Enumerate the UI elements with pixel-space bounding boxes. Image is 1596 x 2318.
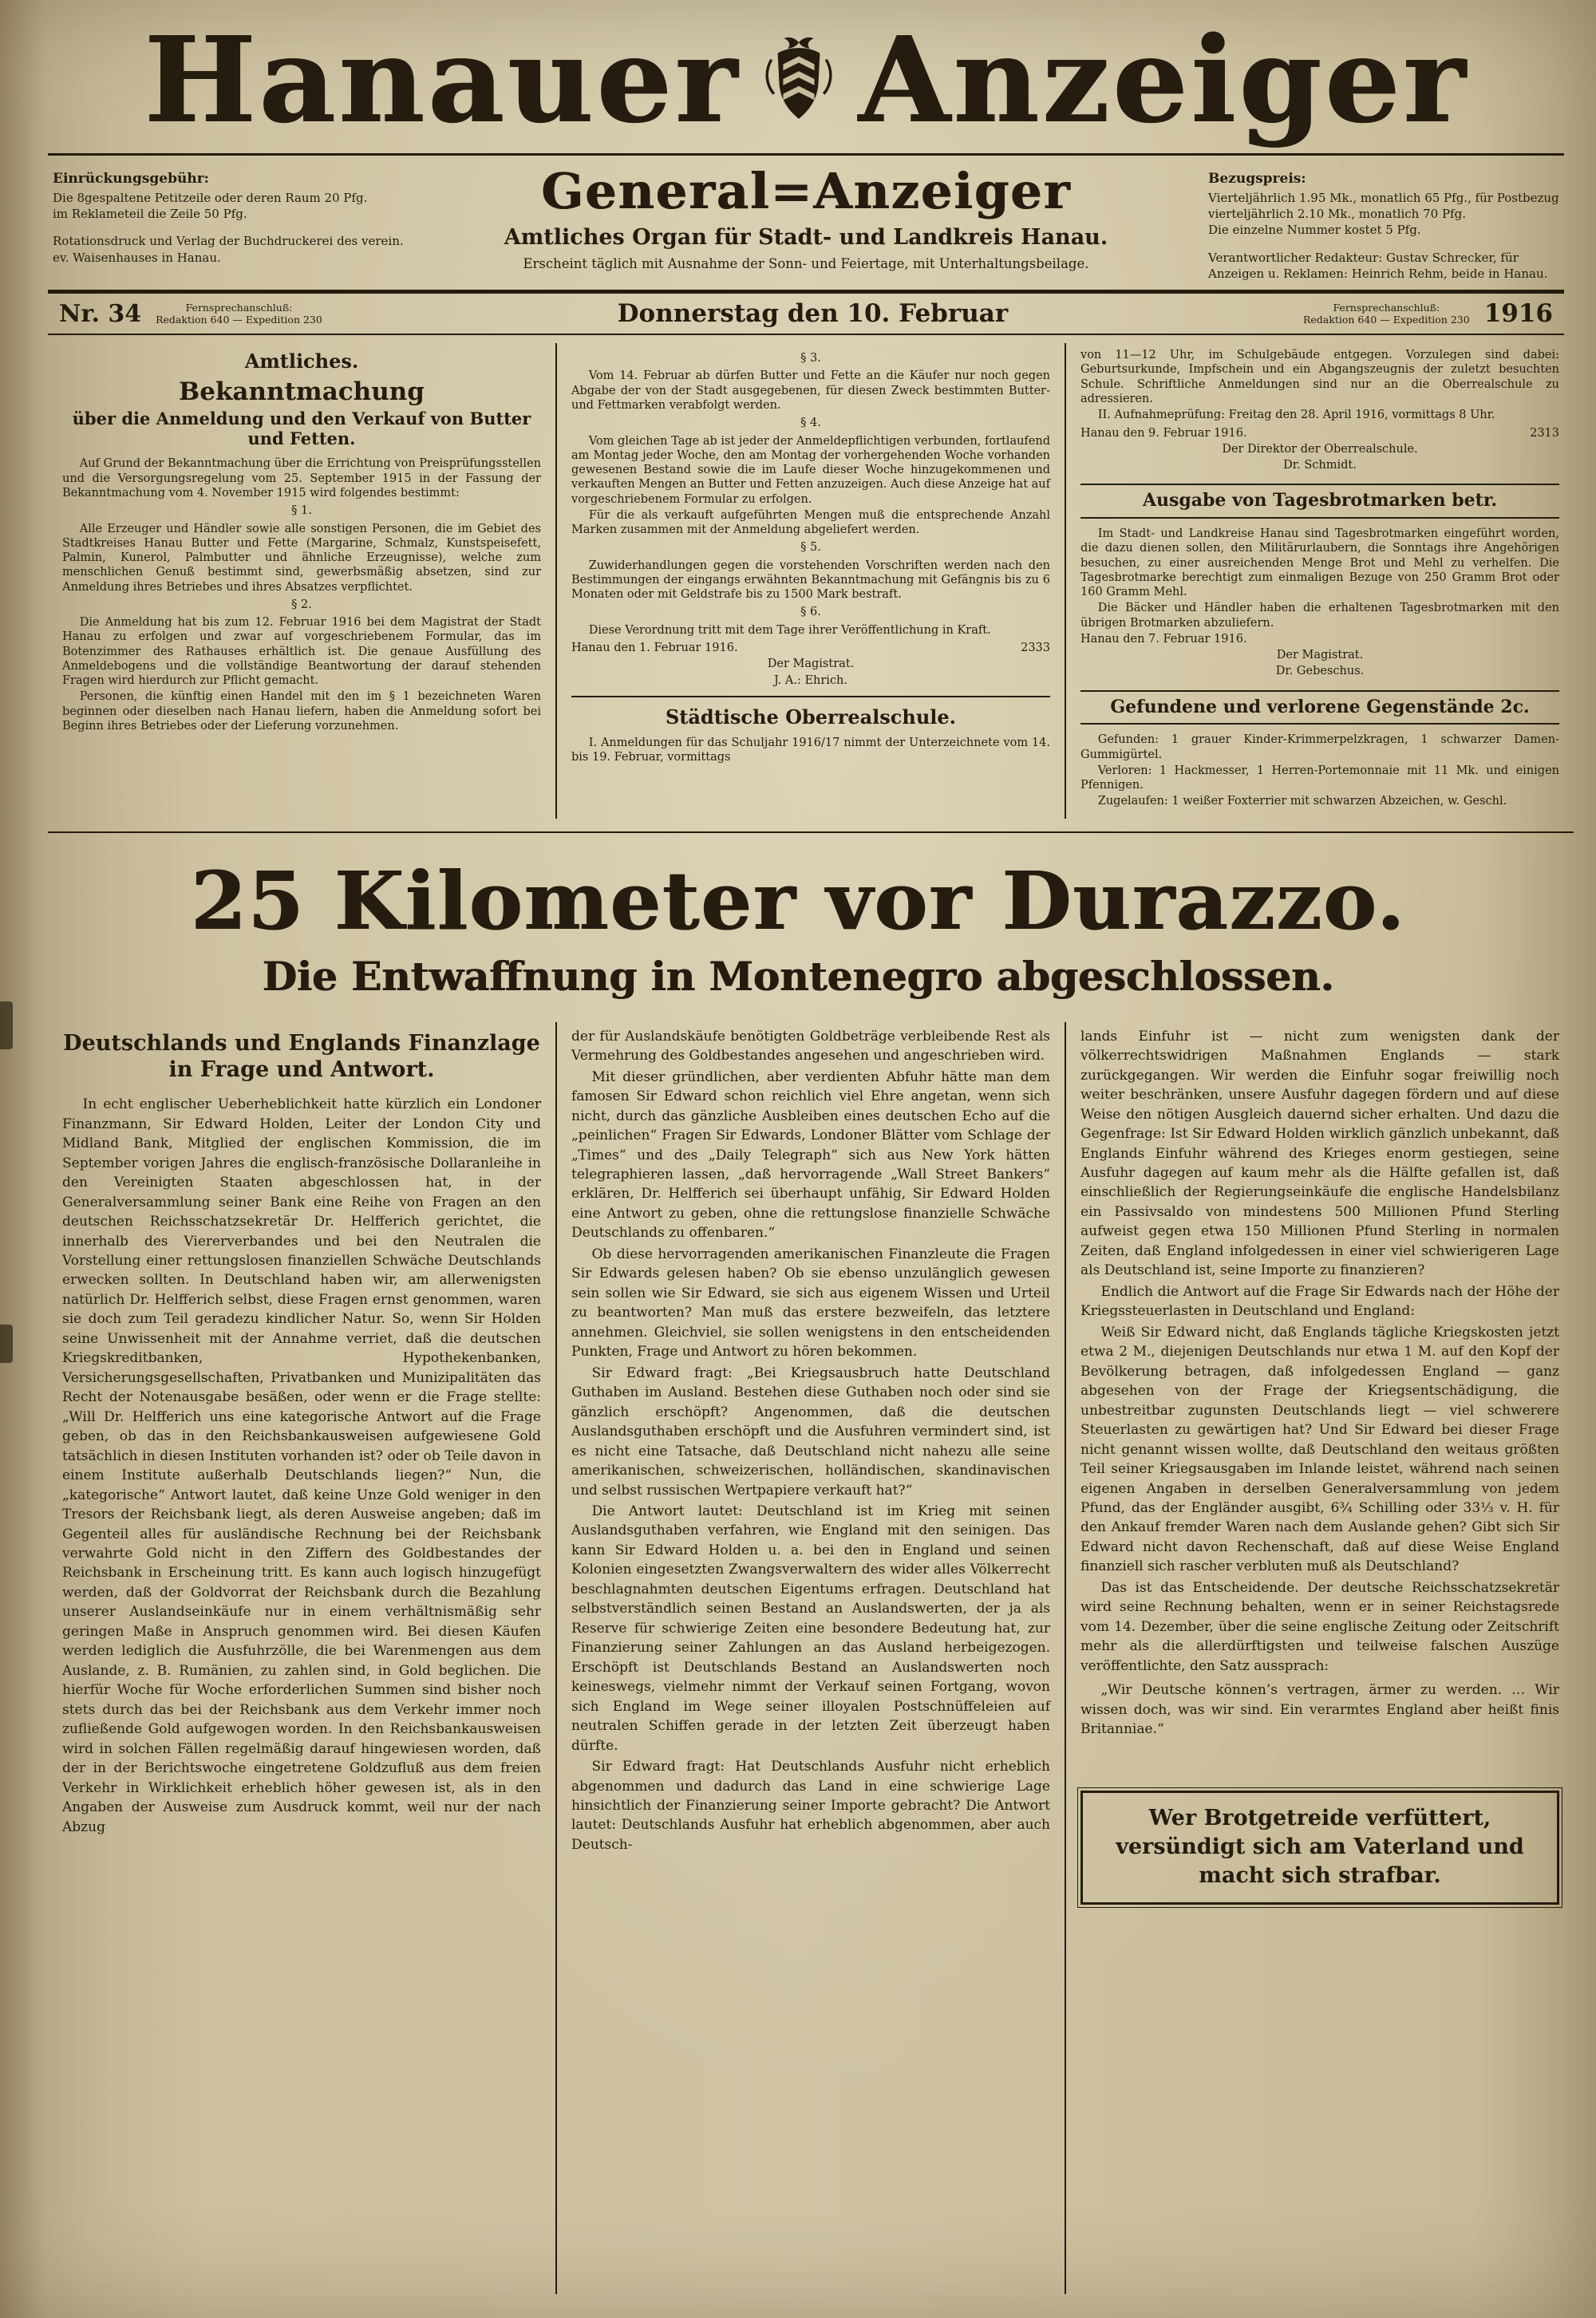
- notices-column-1: [48, 343, 555, 819]
- article-column-1: [48, 1022, 555, 2294]
- notice-subtitle: über die Anmeldung und den Verkauf von Butter und Fetten.: [72, 409, 531, 449]
- paragraph: Das ist das Entscheidende. Der deutsche Reichsschatzsekretär wird seine Rechnung behalten, wenn er in seiner Reichstagsrede vom 14. Dezember, über die seine englische Zeitung oder Zeitschrift mehr als die allerdürftigsten und teilweise falschen Auszüge veröffentlichte, den Satz aussprach:: [1080, 1579, 1559, 1674]
- publication-note: Erscheint täglich mit Ausnahme der Sonn- und Feiertage, mit Unterhaltungsbeilage.: [523, 256, 1089, 272]
- date-and-number-line: [1080, 426, 1559, 440]
- paragraph: Verloren: 1 Hackmesser, 1 Herren-Portemonnaie mit 11 Mk. und einigen Pfennigen.: [1080, 764, 1559, 792]
- paragraph: II. Aufnahmeprüfung: Freitag den 28. April 1916, vormittags 8 Uhr.: [1097, 409, 1495, 422]
- phone-value: Redaktion 640 — Expedition 230: [156, 314, 322, 326]
- subscription-box: [1208, 165, 1559, 282]
- section-header: Amtliches.: [244, 349, 359, 373]
- article-column-2: [555, 1022, 1065, 2294]
- paragraph: der für Auslandskäufe benötigten Goldbeträge verbleibende Rest als Vermehrung des Goldbestandes angesehen und angeschrieben wird.: [571, 1028, 1050, 1064]
- price-line: Vierteljährlich 1.95 Mk., monatlich 65 Pfg., für Postbezug vierteljährlich 2.10 Mk., monatlich 70 Pfg.: [1208, 190, 1559, 222]
- masthead-title-left: Hanauer: [144, 10, 741, 149]
- price-line: Die einzelne Nummer kostet 5 Pfg.: [1208, 223, 1421, 238]
- notices-column-2: [555, 343, 1065, 819]
- fees-line: im Reklameteil die Zeile 50 Pfg.: [53, 207, 247, 222]
- paragraph: Ob diese hervorragenden amerikanischen Finanzleute die Fragen Sir Edwards gelesen haben? Ob sie ebenso unzulänglich gewesen sein sollen wie Sir Edward, sie sich aus eigenem Wissen und Urteil zu beantworten? Man muß das erstere bezweifeln, das letztere annehmen. Gleichviel, sie sollen wenigstens in den entscheidenden Punkten, Frage und Antwort zu hören bekommen.: [571, 1246, 1050, 1360]
- masthead-info-band: [48, 156, 1564, 290]
- signature: Der Magistrat.: [767, 657, 855, 671]
- notice-title: Ausgabe von Tagesbrotmarken betr.: [1080, 484, 1559, 519]
- article-title: Deutschlands und Englands Finanzlage in Frage und Antwort.: [63, 1030, 540, 1083]
- paragraph: § 3.: [800, 352, 821, 365]
- paragraph: § 6.: [800, 606, 821, 619]
- subtitle-block: [423, 162, 1189, 282]
- paragraph: Sir Edward fragt: Hat Deutschlands Ausfuhr nicht erheblich abgenommen und dadurch das Land in eine schwierige Lage hinsichtlich der Finanzierung seiner Importe gebracht? Die Antwort lautet: Deutschlands Ausfuhr hat erheblich abgenommen, aber auch Deutsch-: [571, 1759, 1050, 1853]
- notice-title: Städtische Oberrealschule.: [665, 705, 957, 729]
- paragraph: § 5.: [800, 541, 821, 555]
- paragraph: Für die als verkauft aufgeführten Mengen muß die entsprechende Anzahl Marken zusammen mit der Anmeldung abgeliefert werden.: [571, 508, 1050, 537]
- phone-label: Fernsprechanschluß:: [1333, 301, 1440, 314]
- paragraph: § 2.: [291, 598, 312, 611]
- binding-mark: [0, 1001, 13, 1049]
- signature: Dr. Schmidt.: [1283, 459, 1357, 472]
- paragraph: § 4.: [800, 417, 821, 430]
- masthead: [0, 0, 1596, 335]
- issue-number: Nr. 34: [59, 299, 142, 328]
- divider-rule: [571, 696, 1050, 697]
- paragraph: Gefunden: 1 grauer Kinder-Krimmerpelzkragen, 1 schwarzer Damen-Gummigürtel.: [1080, 733, 1559, 761]
- paragraph: I. Anmeldungen für das Schuljahr 1916/17 nimmt der Unterzeichnete vom 14. bis 19. Februar, vormittags: [571, 736, 1050, 764]
- paragraph: Auf Grund der Bekanntmachung über die Errichtung von Preisprüfungsstellen und die Versorgungsregelung vom 25. September 1915 in der Fassung der Bekanntmachung vom 4. November 1915 wird folgendes bestimmt:: [62, 457, 541, 500]
- price-title: Bezugspreis:: [1208, 171, 1306, 187]
- paragraph: Mit dieser gründlichen, aber verdienten Abfuhr hätte man dem famosen Sir Edward schon reichlich viel Ehre angetan, wenn sich nicht, durch das gänzliche Ausbleiben eines deutschen Echo auf die „peinlichen“ Fragen Sir Edwards, Londoner Blätter vom Schlage der „Times“ und des „Daily Telegraph“ sich aus New York hätten telegraphieren lassen, „daß hervorragende „Wall Street Bankers“ erklären, Dr. Helfferich sei überhaupt unfähig, Sir Edward Holden eine Antwort zu geben, ohne die rettungslose finanzielle Schwäche Deutschlands zu offenbaren.“: [571, 1068, 1050, 1242]
- place-date: Hanau den 1. Februar 1916.: [571, 641, 738, 654]
- issue-year: 1916: [1483, 299, 1553, 329]
- paragraph: Hanau den 7. Februar 1916.: [1080, 632, 1247, 646]
- paragraph: Vom gleichen Tage ab ist jeder der Anmeldepflichtigen verbunden, fortlaufend am Montag jeder Woche, den am Montag der vorhergehenden Woche vorhanden gewesenen Bestand sowie die im Laufe dieser Woche hinzugekommenen und verkauften Mengen an Butter und Fetten anzuzeigen. Auch diese Anzeige hat auf vorgeschriebenem Formular zu erfolgen.: [571, 434, 1050, 506]
- signature: J. A.: Ehrich.: [773, 673, 848, 687]
- binding-mark: [0, 1325, 13, 1363]
- phone-info-right: [1303, 302, 1470, 326]
- paragraph: Zuwiderhandlungen gegen die vorstehenden Vorschriften werden nach den Bestimmungen der eingangs erwähnten Bekanntmachung mit Gefängnis bis zu 6 Monaten oder mit Geldstrafe bis zu 1500 Mark bestraft.: [571, 559, 1050, 602]
- paragraph: „Wir Deutsche können’s vertragen, ärmer zu werden. … Wir wissen doch, was wir sind. Ein verarmtes England aber heißt finis Britanniae.“: [1080, 1682, 1559, 1738]
- phone-value: Redaktion 640 — Expedition 230: [1303, 314, 1470, 326]
- headline-block: [0, 833, 1596, 1011]
- publisher-line: Rotationsdruck und Verlag der Buchdruckerei des verein. ev. Waisenhauses in Hanau.: [53, 234, 404, 265]
- paragraph: Vom 14. Februar ab dürfen Butter und Fette an die Käufer nur noch gegen Abgabe der von der Stadt ausgegebenen, für diesen Zweck bestimmten Butter- und Fettmarken verabfolgt werden.: [571, 369, 1050, 412]
- dateline: [48, 294, 1564, 334]
- paragraph: Endlich die Antwort auf die Frage Sir Edwards nach der Höhe der Kriegssteuerlasten in Deutschland und England:: [1080, 1283, 1559, 1320]
- main-headline: 25 Kilometer vor Durazzo.: [190, 853, 1406, 948]
- fees-title: Einrückungsgebühr:: [53, 171, 209, 187]
- paragraph: Die Antwort lautet: Deutschland ist im Krieg mit seinen Auslandsguthaben verfahren, wie England mit den seinigen. Das kann Sir Edward Holden u. a. bei den in England und seinen Kolonien eingesetzten Zwangsverwaltern des wider alles Völkerrecht beschlagnahmten deutschen Eigentums erfragen. Deutschland hat selbstverständlich seinen Bestand an Auslandswerten, der ja als Reserve für schwierige Zeiten eine besondere Bedeutung hat, zur Finanzierung seiner Zahlungen an das Ausland herbeigezogen. Erschöpft ist Deutschlands Bestand an Auslandswerten noch keineswegs, vielmehr nimmt der Verkauf seinen Fortgang, wovon sich England im Wege seiner illoyalen Postschnüffeleien auf neutralen Schiffen gerade in der letzten Zeit überzeugt haben dürfte.: [571, 1503, 1050, 1754]
- paragraph: lands Einfuhr ist — nicht zum wenigsten dank der völkerrechtswidrigen Maßnahmen Englands — stark zurückgegangen. Wir werden die Einfuhr sogar freiwillig noch weiter beschränken, unsere Ausfuhr dagegen fördern und auf diese Weise den nötigen Ausgleich dauernd sicher erhalten. Und dazu die Gegenfrage: Ist Sir Edward Holden wirklich gänzlich unbekannt, daß Englands Einfuhr während des Krieges enorm gestiegen, seine Ausfuhr dagegen auf kaum mehr als die Hälfte gefallen ist, daß einschließlich der Regierungseinkäufe die englische Handelsbilanz ein Passivsaldo von mindestens 500 Millionen Pfund Sterling aufweist gegen etwa 150 Millionen Pfund Sterling in normalen Zeiten, daß England infolgedessen in einer viel schwierigeren Lage als Deutschland ist, seine Importe zu finanzieren?: [1080, 1028, 1559, 1279]
- fees-line: Die 8gespaltene Petitzeile oder deren Raum 20 Pfg.: [53, 190, 368, 205]
- notice-id-number: 2333: [1021, 641, 1050, 654]
- insertion-fees-box: [53, 165, 404, 282]
- paragraph: Zugelaufen: 1 weißer Foxterrier mit schwarzen Abzeichen, w. Geschl.: [1097, 795, 1507, 808]
- paragraph: Die Anmeldung hat bis zum 12. Februar 1916 bei dem Magistrat der Stadt Hanau zu erfolgen und zwar auf vorgeschriebenem Formular, das im Botenzimmer des Rathauses erhältlich ist. Die genaue Ausfüllung des Anmeldebogens und die vollständige Beantwortung der darauf stehenden Fragen wird hierdurch zur Pflicht gemacht.: [62, 616, 541, 688]
- paragraph: von 11—12 Uhr, im Schulgebäude entgegen. Vorzulegen sind dabei: Geburtsurkunde, Impfschein und ein Abgangszeugnis der zuletzt besuchten Schule. Schriftliche Anmeldungen sind nur an die Oberrealschule zu adressieren.: [1080, 349, 1559, 405]
- paragraph: Personen, die künftig einen Handel mit den im § 1 bezeichneten Waren beginnen oder dieselben nach Hanau liefern, haben die Anmeldung sofort bei Beginn ihres Betriebes oder der Lieferung vorzunehmen.: [62, 690, 541, 733]
- phone-info-left: [156, 302, 322, 326]
- signature: Dr. Gebeschus.: [1275, 665, 1365, 678]
- editor-line: Verantwortlicher Redakteur: Gustav Schrecker, für Anzeigen u. Reklamen: Heinrich Rehm, beide in Hanau.: [1208, 250, 1548, 281]
- notice-id-number: 2313: [1530, 426, 1559, 440]
- subtitle: General=Anzeiger: [540, 162, 1072, 220]
- date-and-number-line: [571, 641, 1050, 655]
- paragraph: Im Stadt- und Landkreise Hanau sind Tagesbrotmarken eingeführt worden, die dazu dienen sollen, den Militärurlaubern, die Sonntags ihre Angehörigen besuchen, zu einer ausreichenden Menge Brot und Mehl zu verhelfen. Die Tagesbrotmarke berechtigt zum einmaligen Bezuge von 250 Gramm Brot oder 160 Gramm Mehl.: [1080, 527, 1559, 599]
- official-notices-section: [0, 335, 1596, 831]
- paragraph: Die Bäcker und Händler haben die erhaltenen Tagesbrotmarken mit den übrigen Brotmarken abzuliefern.: [1080, 602, 1559, 630]
- organ-line: Amtliches Organ für Stadt- und Landkreis Hanau.: [504, 225, 1108, 251]
- article-section: [0, 1011, 1596, 2318]
- notice-title: Gefundene und verlorene Gegenstände 2c.: [1080, 690, 1559, 725]
- paragraph: Diese Verordnung tritt mit dem Tage ihrer Veröffentlichung in Kraft.: [588, 623, 991, 637]
- paragraph: In echt englischer Ueberheblichkeit hatte kürzlich ein Londoner Finanzmann, Sir Edward Holden, Leiter der London City und Midland Bank, Mitglied der englischen Kommission, die im September vorigen Jahres die englisch-französische Dollaranleihe in den Vereinigten Staaten abgeschlossen hat, in der Generalversammlung seiner Bank eine Reihe von Fragen an den deutschen Reichsschatzsekretär Dr. Helfferich gerichtet, die innerhalb des Viererverbandes und bei den Neutralen die Vorstellung einer rettungslosen finanziellen Schwäche Deutschlands erwecken sollten. In Deutschland haben wir, am allerwenigsten natürlich Dr. Helfferich selbst, diese Fragen ernst genommen, waren sie doch zum Teil geradezu kindlicher Natur. So, wenn Sir Holden seine Unwissenheit mit der Annahme verriet, daß die deutschen Kriegskreditbanken, Hypothekenbanken, Versicherungsgesellschaften, Privatbanken und Munizipalitäten das Recht der Notenausgabe besäßen, oder wenn er die Frage stellte: „Will Dr. Helfferich uns eine kategorische Antwort auf die Frage geben, ob das in den Reichsbankausweisen aufgewiesene Gold tatsächlich in diesen Instituten vorhanden ist? oder ob Teile davon in einem Institute außerhalb Deutschlands liegen?“ Nun, die „kategorische“ Antwort lautet, daß keine Unze Gold weniger in den Tresors der Reichsbank liegt, als deren Ausweise angeben; daß im Gegenteil alles für ausländische Rechnung bei der Reichsbank verwahrte Gold nicht in den Ziffern des Goldbestandes der Reichsbank in Erscheinung tritt. Es kann auch logisch hinzugefügt werden, daß der Goldvorrat der Reichsbank durch die Bezahlung unserer Auslandseinkäufe nur in einem verhältnismäßig sehr geringen Maße in Anspruch genommen wird. Bei diesen Käufen werden lediglich die Ausfuhrzölle, die bei Warenmengen aus dem Auslande, z. B. Rumänien, zu zahlen sind, in Gold beglichen. Die hierfür Woche für Woche erforderlichen Summen sind bisher noch stets durch das bei der Reichsbank aus dem Verkehr immer noch zufließende Gold aufgewogen worden. In den Reichsbankausweisen wird in solchen Fällen regelmäßig darauf hingewiesen worden, daß der in der Berichtswoche eingetretene Goldzufluß aus dem freien Verkehr in Wirklichkeit erheblich höher gewesen ist, als in den Angaben der Ausweise zum Ausdruck kommt, weil nur der nach Abzug: [62, 1096, 541, 1835]
- masthead-title-right: Anzeiger: [858, 10, 1468, 149]
- article-column-3: [1065, 1022, 1574, 2294]
- masthead-title: [48, 10, 1564, 153]
- paragraph: § 1.: [291, 504, 312, 518]
- paragraph: Alle Erzeuger und Händler sowie alle sonstigen Personen, die im Gebiet des Stadtkreises Hanau Butter und Fette (Margarine, Schmalz, Kunstspeisefett, Palmin, Kunerol, Palmbutter und ähnliche Erzeugnisse), welche zum menschlichen Genuß bestimmt sind, gewerbsmäßig absetzen, sind zur Anmeldung ihres Betriebes und ihres Absatzes verpflichtet.: [62, 522, 541, 594]
- phone-label: Fernsprechanschluß:: [185, 301, 293, 314]
- signature: Der Direktor der Oberrealschule.: [1222, 442, 1418, 456]
- sub-headline: Die Entwaffnung in Montenegro abgeschlossen.: [262, 952, 1334, 1000]
- paragraph: Sir Edward fragt: „Bei Kriegsausbruch hatte Deutschland Guthaben im Ausland. Bestehen diese Guthaben noch oder sind sie gänzlich erschöpft? Angenommen, daß die deutschen Auslandsguthaben erschöpft und die Ausfuhren vermindert sind, ist es nicht eine Tatsache, daß Deutschland nicht nahezu alle seine amerikanischen, schweizerischen, holländischen, skandinavischen und selbst russischen Wertpapiere verkauft hat?“: [571, 1364, 1050, 1499]
- masthead-crest-icon: [764, 36, 834, 124]
- issue-date: Donnerstag den 10. Februar: [617, 299, 1009, 329]
- place-date: Hanau den 9. Februar 1916.: [1080, 426, 1247, 440]
- grain-slogan-box: Wer Brotgetreide verfüttert, versündigt sich am Vaterland und macht sich strafbar.: [1080, 1791, 1559, 1905]
- signature: Der Magistrat.: [1276, 649, 1364, 662]
- notices-column-3: [1065, 343, 1574, 819]
- paragraph: Weiß Sir Edward nicht, daß Englands tägliche Kriegskosten jetzt etwa 2 M., diejenigen Deutschlands nur etwa 1 M. auf den Kopf der Bevölkerung betragen, daß infolgedessen England — ganz abgesehen von der Frage der Kriegsentschädigung, die unbestreitbar zugunsten Deutschlands liegt — viel schwerere Steuerlasten zu gewärtigen hat? Und Sir Edward bei dieser Frage nicht genannt wissen wollte, daß Deutschland den weitaus größten Teil seiner Kriegsausgaben im Inlande leistet, während nach seinen eigenen Angaben in derselben Generalversammlung von jedem Pfund, das der Engländer ausgibt, 6¾ Schilling oder 33⅓ v. H. für den Ankauf fremder Waren nach dem Auslande gehen? Gibt sich Sir Edward nicht davon Rechenschaft, daß auf diese Weise England finanziell sich rascher verbluten muß als Deutschland?: [1080, 1324, 1559, 1575]
- notice-title: Bekanntmachung: [179, 377, 425, 407]
